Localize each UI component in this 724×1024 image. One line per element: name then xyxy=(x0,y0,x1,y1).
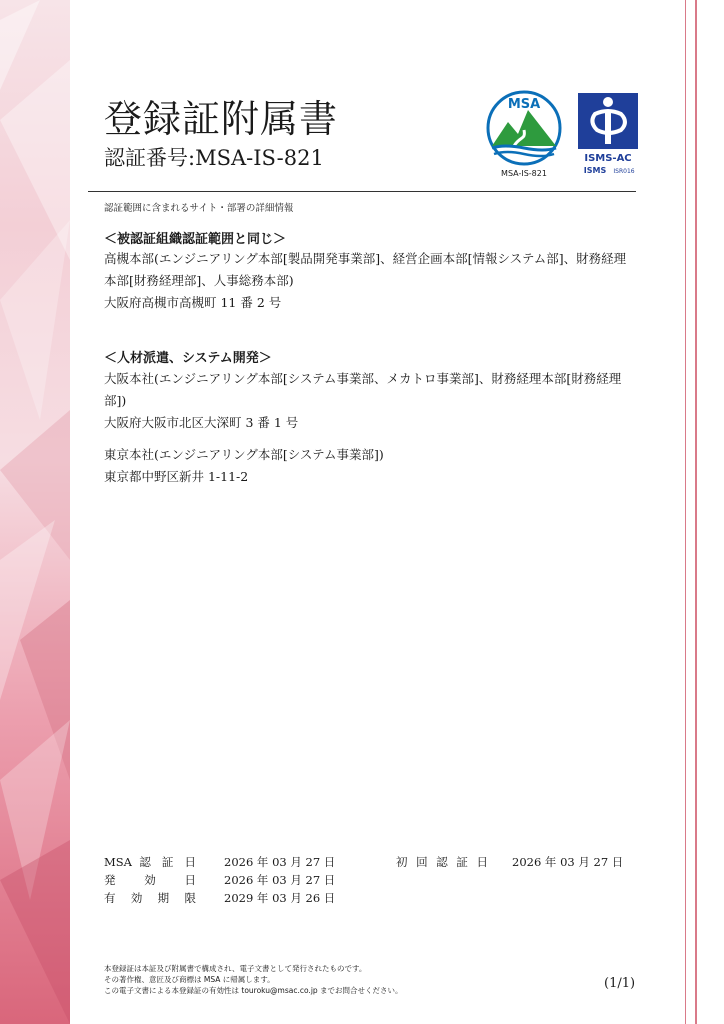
isms-ac-logo xyxy=(577,92,639,178)
geometric-pattern xyxy=(0,0,70,1024)
footer-line: この電子文書による本登録証の有効性は touroku@msac.co.jp までお問合せください。 xyxy=(104,986,403,995)
certificate-number: 認証番号:MSA-IS-821 xyxy=(104,146,324,170)
msa-cert-date-label: MSA 認 証 日 xyxy=(104,855,196,869)
isms-logo-line1: ISMS-AC xyxy=(584,153,632,164)
msa-cert-date-value: 2026 年 03 月 27 日 xyxy=(224,855,336,869)
site-address: 東京都中野区新井 1-11-2 xyxy=(104,469,249,484)
site-address: 大阪府大阪市北区大深町 3 番 1 号 xyxy=(104,415,299,430)
footer-line: 本登録証は本証及び附属書で構成され、電子文書として発行されたものです。 xyxy=(104,964,367,973)
section-heading: ＜人材派遣、システム開発＞ xyxy=(104,351,272,366)
msa-mountain-icon xyxy=(484,88,564,180)
initial-cert-date-label: 初 回 認 証 日 xyxy=(396,855,488,869)
page-number: (1/1) xyxy=(604,976,636,991)
issue-date-label: 発 効 日 xyxy=(104,873,196,887)
document-title: 登録証附属書 xyxy=(104,97,339,141)
decorative-left-band xyxy=(0,0,70,1024)
header-divider xyxy=(88,191,636,192)
right-border-line xyxy=(685,0,686,1024)
site-paragraph: 高槻本部(エンジニアリング本部[製品開発事業部]、経営企画本部[情報システム部]、財務経理本部[財務経理部]、人事総務本部) xyxy=(104,251,627,288)
msa-logo xyxy=(484,88,564,180)
footer-notes xyxy=(104,963,403,996)
isms-logo-line3: ISR016 xyxy=(613,168,635,175)
isms-ac-icon xyxy=(577,92,639,178)
initial-cert-date-value: 2026 年 03 月 27 日 xyxy=(512,855,624,869)
msa-logo-text: MSA xyxy=(507,97,541,112)
expiry-date-label: 有 効 期 限 xyxy=(104,891,196,905)
site-paragraph: 大阪本社(エンジニアリング本部[システム事業部、メカトロ事業部]、財務経理本部[財務経理部]) xyxy=(104,371,622,408)
scope-note: 認証範囲に含まれるサイト・部署の詳細情報 xyxy=(104,203,294,214)
site-address: 大阪府高槻市高槻町 11 番 2 号 xyxy=(104,295,282,310)
right-border-line xyxy=(695,0,697,1024)
msa-logo-caption: MSA-IS-821 xyxy=(501,169,547,178)
section-heading: ＜被認証組織認証範囲と同じ＞ xyxy=(104,232,287,247)
site-paragraph: 東京本社(エンジニアリング本部[システム事業部]) xyxy=(104,447,384,462)
expiry-date-value: 2029 年 03 月 26 日 xyxy=(224,891,336,905)
issue-date-value: 2026 年 03 月 27 日 xyxy=(224,873,336,887)
isms-logo-line2: ISMS xyxy=(583,166,607,175)
footer-line: その著作権、意匠及び商標は MSA に帰属します。 xyxy=(104,975,275,984)
